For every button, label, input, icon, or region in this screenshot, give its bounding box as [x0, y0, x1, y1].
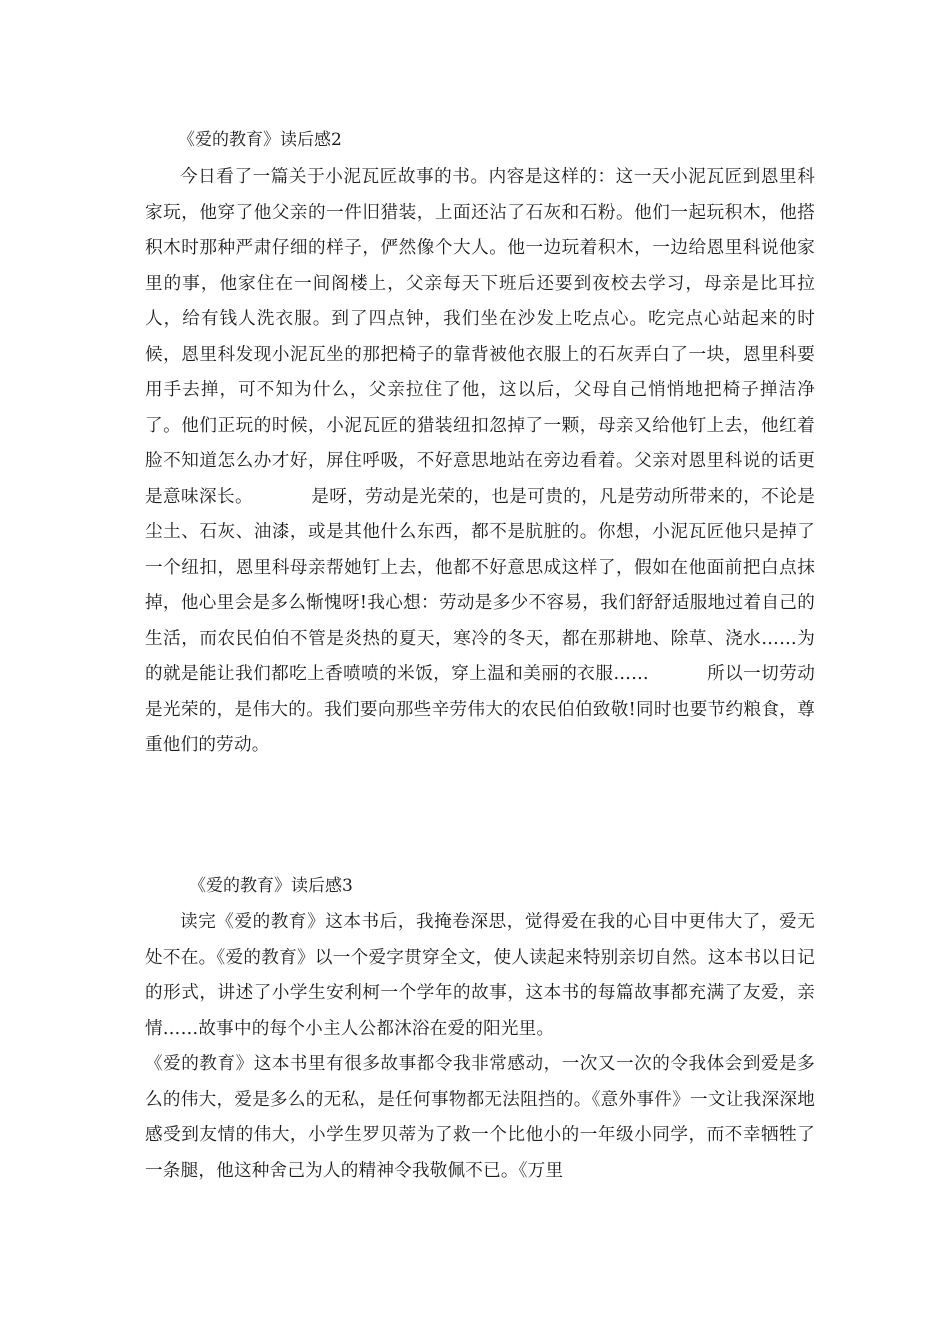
section-3-paragraph-a: 读完《爱的教育》这本书后，我掩卷深思，觉得爱在我的心目中更伟大了，爱无处不在。《爱的教育》以一个爱字贯穿全文，使人读起来特别亲切自然。这本书以日记的形式，讲述了小学生安利柯一个学年的故事，这本书的每篇故事都充满了友爱，亲情……故事中的每个小主人公都沐浴在爱的阳光里。: [145, 912, 815, 1039]
section-title-2: 《爱的教育》读后感2: [178, 130, 342, 150]
section-title-3: 《爱的教育》读后感3: [189, 876, 353, 896]
section-2-paragraph-a: 今日看了一篇关于小泥瓦匠故事的书。内容是这样的：这一天小泥瓦匠到恩里科家玩，他穿了他父亲的一件旧猎装，上面还沾了石灰和石粉。他们一起玩积木，他搭积木时那种严肃仔细的样子，俨然像个大人。他一边玩着积木，一边给恩里科说他家里的事，他家住在一间阁楼上，父亲每天下班后还要到夜校去学习，母亲是比耳拉人，给有钱人洗衣服。到了四点钟，我们坐在沙发上吃点心。吃完点心站起来的时候，恩里科发现小泥瓦坐的那把椅子的靠背被他衣服上的石灰弄白了一块，恩里科要用手去掸，可不知为什么，父亲拉住了他，这以后，父母自己悄悄地把椅子掸洁净了。他们正玩的时候，小泥瓦匠的猎装纽扣忽掉了一颗，母亲又给他钉上去，他红着脸不知道怎么办才好，屏住呼吸，不好意思地站在旁边看着。父亲对恩里科说的话更是意味深长。: [145, 167, 815, 507]
section-2-paragraph-c: 所以一切劳动是光荣的，是伟大的。我们要向那些辛劳伟大的农民伯伯致敬!同时也要节约粮食，尊重他们的劳动。: [145, 664, 815, 755]
section-2-body: [145, 160, 815, 764]
section-3-paragraph-b: 《爱的教育》这本书里有很多故事都令我非常感动，一次又一次的令我体会到爱是多么的伟大，爱是多么的无私，是任何事物都无法阻挡的。《意外事件》一文让我深深地感受到友情的伟大，小学生罗贝蒂为了救一个比他小的一年级小同学，而不幸牺牲了一条腿，他这种舍己为人的精神令我敬佩不已。《万里: [145, 1054, 815, 1181]
section-2-paragraph-b: 是呀，劳动是光荣的，也是可贵的，凡是劳动所带来的，不论是尘土、石灰、油漆，或是其他什么东西，都不是肮脏的。你想，小泥瓦匠他只是掉了一个纽扣，恩里科母亲帮她钉上去，他都不好意思成这样了，假如在他面前把白点抹掉，他心里会是多么惭愧呀!我心想：劳动是多少不容易，我们舒舒适服地过着自己的生活，而农民伯伯不管是炎热的夏天，寒冷的冬天，都在那耕地、除草、浇水……为的就是能让我们都吃上香喷喷的米饭，穿上温和美丽的衣服……: [145, 486, 815, 684]
section-3-body: [145, 905, 815, 1189]
